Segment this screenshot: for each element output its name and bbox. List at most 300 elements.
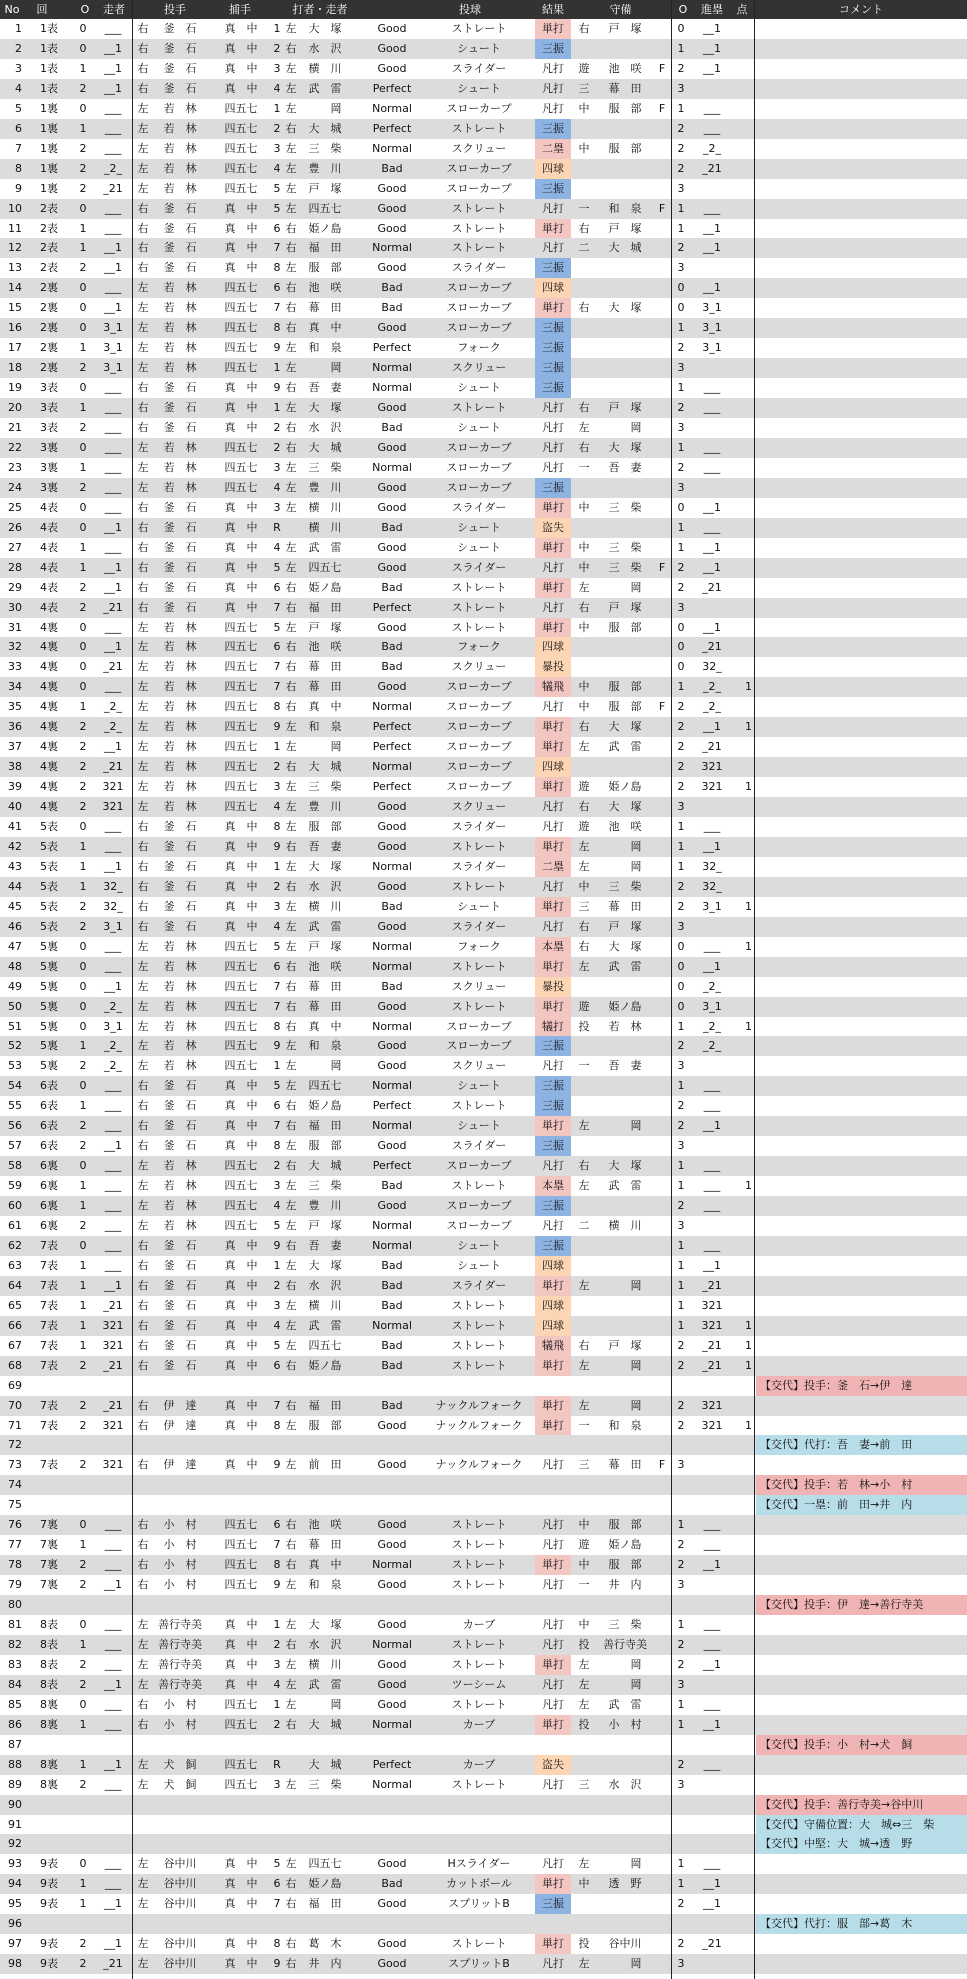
cell-pitch[interactable] [425,1795,533,1815]
cell-runs[interactable] [732,358,752,378]
cell-runners[interactable]: ___ [104,1199,122,1213]
cell-order[interactable]: 7 [273,1119,281,1133]
cell-result[interactable]: 三振 [535,1076,571,1096]
cell-fielder-pos[interactable]: 左 [578,1358,590,1372]
cell-runs[interactable] [732,478,752,498]
cell-batter-hand[interactable]: 右 [285,41,297,55]
cell-flag[interactable] [655,39,669,59]
cell-pitch[interactable]: ストレート [451,1937,507,1951]
cell-result[interactable]: 三振 [535,258,571,278]
cell-outs-after[interactable]: 2 [677,1119,685,1133]
cell-fielder[interactable] [595,1435,655,1455]
cell-pitch[interactable]: シュート [457,540,501,554]
cell-result[interactable]: 凡打 [542,440,564,454]
cell-pitcher-hand[interactable]: 左 [137,939,149,953]
cell-batter-hand[interactable]: 左 [285,181,297,195]
cell-advance[interactable]: _21 [702,1358,722,1372]
cell-runners[interactable]: _21 [103,1957,123,1971]
cell-fielder-pos[interactable]: 右 [578,720,590,734]
cell-result[interactable] [535,1376,571,1396]
cell-runners[interactable]: ___ [104,1099,122,1113]
cell-fielder-pos[interactable]: 左 [578,1857,590,1871]
cell-fielder-pos[interactable] [573,1076,595,1096]
cell-catcher[interactable]: 四五七 [224,341,258,355]
cell-outs[interactable]: 2 [79,1657,87,1671]
cell-runners[interactable]: 321 [102,1338,124,1352]
cell-grade[interactable]: Perfect [372,81,412,95]
cell-outs[interactable]: 2 [79,81,87,95]
cell-catcher[interactable]: 真 中 [224,1657,258,1671]
cell-result[interactable]: 単打 [535,1555,571,1575]
cell-pitch[interactable] [425,1435,533,1455]
cell-batter-hand[interactable]: 左 [285,460,297,474]
cell-flag[interactable] [655,1156,669,1176]
cell-outs-after[interactable]: 1 [677,540,685,554]
cell-flag[interactable] [655,1735,669,1755]
cell-grade[interactable]: Perfect [372,1099,412,1113]
cell-pitcher-hand[interactable] [136,1914,150,1934]
cell-outs-after[interactable]: 0 [677,979,685,993]
cell-grade[interactable]: Good [377,321,407,335]
cell-grade[interactable]: Normal [372,760,412,774]
cell-pitch[interactable]: スローカーブ [446,1199,512,1213]
cell-outs[interactable]: 2 [79,181,87,195]
cell-no[interactable]: 8 [15,161,22,175]
cell-runs[interactable] [732,99,752,119]
cell-inning[interactable]: 7表 [40,1418,58,1432]
cell-runners[interactable]: ___ [104,421,122,434]
cell-flag[interactable] [655,637,669,657]
cell-order[interactable]: 7 [273,1538,281,1552]
cell-advance[interactable] [694,1815,730,1835]
cell-order[interactable] [270,1475,284,1495]
cell-advance[interactable]: __1 [703,1258,721,1272]
cell-flag[interactable] [655,438,669,458]
cell-batter[interactable]: 葛 木 [308,1937,342,1951]
cell-outs[interactable]: 2 [79,1358,87,1372]
cell-catcher[interactable]: 真 中 [224,1957,258,1971]
cell-batter[interactable]: 井 内 [308,1957,342,1971]
cell-result[interactable]: 犠飛 [535,677,571,697]
cell-catcher[interactable]: 真 中 [224,1458,258,1472]
cell-pitcher[interactable]: 若 林 [163,440,197,454]
cell-batter[interactable]: 水 沢 [308,41,342,55]
cell-outs[interactable]: 1 [79,241,87,255]
cell-inning[interactable] [28,1595,58,1615]
cell-catcher[interactable]: 四五七 [224,660,258,674]
cell-result[interactable]: 単打 [535,1116,571,1136]
cell-runs[interactable] [732,1455,752,1475]
cell-batter[interactable]: 福 田 [308,1119,342,1133]
cell-pitcher[interactable]: 若 林 [163,979,197,993]
cell-no[interactable]: 48 [8,959,22,973]
cell-grade[interactable]: Perfect [372,1757,412,1771]
cell-pitcher[interactable]: 若 林 [163,939,197,953]
cell-runs[interactable] [732,278,752,298]
cell-fielder-pos[interactable]: 左 [578,859,590,873]
cell-no[interactable]: 4 [15,81,22,95]
cell-pitcher[interactable]: 若 林 [163,1179,197,1193]
cell-runners[interactable]: __1 [104,560,122,574]
cell-result[interactable]: 凡打 [542,1059,564,1073]
cell-grade[interactable]: Perfect [372,720,412,734]
cell-batter-hand[interactable]: 右 [285,580,297,594]
cell-runners[interactable]: _2_ [104,700,122,714]
cell-order[interactable]: 2 [273,121,281,135]
cell-outs[interactable]: 2 [79,161,87,175]
cell-outs[interactable]: 0 [79,1697,87,1711]
cell-catcher[interactable]: 四五七 [224,1039,258,1053]
cell-batter[interactable]: 姫ノ島 [308,1358,342,1372]
cell-pitch[interactable]: ストレート [451,879,507,893]
cell-inning[interactable]: 4裏 [40,720,58,734]
cell-grade[interactable]: Good [377,680,407,694]
cell-runs[interactable] [732,1834,752,1854]
cell-grade[interactable]: Normal [372,1238,412,1252]
cell-runs[interactable] [732,1036,752,1056]
cell-pitch[interactable]: スローカーブ [446,1219,512,1232]
cell-pitcher[interactable]: 釜 石 [163,600,197,614]
cell-pitcher-hand[interactable]: 右 [137,839,149,853]
cell-advance[interactable] [694,418,730,438]
cell-pitcher-hand[interactable]: 左 [137,1677,149,1691]
cell-pitch[interactable]: スクリュー [451,361,507,375]
cell-fielder-pos[interactable]: 投 [578,1717,590,1731]
cell-grade[interactable]: Good [377,1039,407,1053]
cell-order[interactable]: 4 [273,1199,281,1213]
cell-flag[interactable] [655,119,669,139]
cell-runners[interactable]: ___ [104,1558,122,1572]
cell-batter-hand[interactable]: 左 [285,1139,297,1153]
cell-catcher[interactable]: 四五七 [224,1538,258,1552]
cell-grade[interactable]: Perfect [372,1159,412,1173]
cell-fielder[interactable]: 服 部 [608,101,642,115]
cell-inning[interactable]: 3裏 [40,480,58,494]
cell-fielder[interactable]: 岡 [608,580,642,594]
cell-result[interactable]: 二塁 [535,139,571,159]
cell-no[interactable]: 66 [8,1318,22,1332]
cell-pitcher-hand[interactable] [136,1834,150,1854]
cell-comment[interactable]: 【交代】一塁：前 田→井 内 [756,1495,967,1515]
cell-no[interactable]: 24 [8,480,22,494]
cell-runs[interactable] [732,1635,752,1655]
cell-order[interactable]: 5 [273,1079,281,1093]
cell-outs-after[interactable]: 3 [677,1059,685,1073]
cell-grade[interactable]: Good [377,1857,407,1871]
cell-pitcher[interactable]: 若 林 [163,1219,197,1232]
cell-pitcher[interactable]: 伊 達 [163,1458,197,1472]
cell-runs[interactable] [732,1116,752,1136]
cell-batter[interactable]: 武 雷 [308,1318,342,1332]
cell-pitch[interactable] [425,1595,533,1615]
cell-result[interactable]: 凡打 [542,560,564,574]
cell-batter-hand[interactable]: 左 [285,540,297,554]
cell-outs[interactable]: 0 [79,1857,87,1871]
cell-fielder-pos[interactable] [573,1256,595,1276]
cell-pitcher[interactable]: 釜 石 [163,859,197,873]
cell-batter[interactable]: 横 川 [308,500,342,514]
cell-pitcher-hand[interactable]: 右 [137,1458,149,1472]
cell-advance[interactable]: ___ [703,1618,721,1631]
cell-result[interactable]: 四球 [535,637,571,657]
cell-outs[interactable]: 1 [79,1637,87,1651]
cell-grade[interactable]: Bad [381,281,403,295]
cell-advance[interactable]: __1 [703,61,721,75]
cell-fielder[interactable]: 姫ノ島 [608,780,642,794]
cell-result[interactable]: 単打 [535,897,571,917]
cell-catcher[interactable]: 真 中 [224,1937,258,1951]
cell-flag[interactable]: F [658,201,666,215]
cell-outs[interactable]: 2 [79,919,87,933]
cell-batter[interactable] [298,1815,352,1835]
cell-runs[interactable]: 1 [745,899,752,913]
cell-runners[interactable]: ___ [104,121,122,135]
cell-pitch[interactable]: スプリットB [448,1897,510,1911]
cell-grade[interactable] [360,1834,424,1854]
cell-catcher[interactable] [214,1495,268,1515]
cell-no[interactable]: 47 [8,939,22,953]
cell-runs[interactable] [732,258,752,278]
cell-flag[interactable] [655,318,669,338]
cell-runs[interactable] [732,598,752,618]
cell-flag[interactable] [655,717,669,737]
cell-batter-hand[interactable] [284,1914,298,1934]
cell-pitch[interactable] [425,1376,533,1396]
cell-batter-hand[interactable]: 右 [285,1358,297,1372]
cell-pitch[interactable]: ストレート [451,1637,507,1651]
cell-batter[interactable]: 岡 [308,101,342,115]
cell-pitch[interactable]: シュート [457,899,501,913]
cell-order[interactable]: 5 [273,620,281,634]
cell-batter[interactable]: 豊 川 [308,800,342,814]
header-outs-after[interactable]: O [678,3,688,16]
cell-batter[interactable]: 幕 田 [308,1538,342,1552]
cell-advance[interactable]: _21 [702,580,722,594]
cell-outs-after[interactable]: 0 [677,959,685,973]
cell-flag[interactable] [655,1017,669,1037]
cell-pitch[interactable]: スローカーブ [446,440,512,454]
cell-outs-after[interactable]: 1 [677,1298,685,1312]
cell-outs-after[interactable]: 2 [677,1358,685,1372]
cell-fielder[interactable]: 和 泉 [608,1418,642,1432]
cell-advance[interactable]: 32_ [702,660,722,674]
cell-order[interactable]: 6 [273,221,281,235]
cell-inning[interactable]: 9表 [40,1957,58,1971]
cell-runners[interactable] [96,1435,130,1455]
cell-inning[interactable]: 6表 [40,1119,58,1133]
cell-pitcher[interactable]: 釜 石 [163,879,197,893]
cell-catcher[interactable]: 真 中 [224,381,258,395]
cell-runners[interactable]: ___ [104,620,122,634]
cell-runners[interactable]: _21 [103,1298,123,1312]
cell-result[interactable] [535,1834,571,1854]
cell-batter[interactable] [298,1914,352,1934]
cell-inning[interactable]: 7表 [40,1238,58,1252]
cell-batter-hand[interactable]: 左 [285,361,297,375]
cell-inning[interactable]: 4裏 [40,760,58,774]
cell-batter[interactable]: 横 川 [308,520,342,534]
cell-flag[interactable] [655,1635,669,1655]
cell-pitcher[interactable]: 釜 石 [163,580,197,594]
cell-advance[interactable] [694,1595,730,1615]
cell-pitch[interactable]: スローカーブ [446,700,512,714]
cell-pitch[interactable]: カーブ [462,1757,496,1771]
cell-fielder[interactable]: 武 雷 [608,1697,642,1711]
cell-runners[interactable]: ___ [104,959,122,973]
cell-runners[interactable]: ___ [104,381,122,395]
cell-runners[interactable]: __1 [104,1757,122,1771]
cell-pitcher-hand[interactable]: 右 [137,1119,149,1133]
cell-order[interactable]: 1 [273,22,281,35]
cell-result[interactable]: 凡打 [542,1777,564,1791]
cell-grade[interactable]: Normal [372,381,412,395]
cell-fielder[interactable]: 岡 [608,1119,642,1133]
cell-runners[interactable]: ___ [104,460,122,474]
cell-outs-after[interactable]: 1 [677,1258,685,1272]
cell-runs[interactable] [732,737,752,757]
cell-outs[interactable]: 0 [79,979,87,993]
cell-fielder[interactable]: 大 塚 [608,1159,642,1173]
cell-outs-after[interactable]: 2 [677,740,685,754]
cell-fielder-pos[interactable] [573,1815,595,1835]
cell-order[interactable]: 5 [273,1219,281,1232]
cell-grade[interactable]: Good [377,560,407,574]
cell-fielder[interactable] [595,1735,655,1755]
cell-grade[interactable]: Normal [372,1777,412,1791]
cell-fielder-pos[interactable]: 投 [578,1019,590,1033]
cell-outs-after[interactable]: 1 [677,101,685,115]
cell-result[interactable]: 三振 [535,338,571,358]
cell-outs-after[interactable] [674,1815,688,1835]
cell-fielder-pos[interactable]: 中 [578,1518,590,1532]
cell-pitcher-hand[interactable]: 左 [137,1159,149,1173]
cell-runs[interactable] [732,1515,752,1535]
cell-result[interactable]: 凡打 [542,101,564,115]
cell-runs[interactable] [732,1256,752,1276]
cell-batter[interactable]: 戸 塚 [308,1219,342,1232]
cell-fielder[interactable]: 姫ノ島 [608,1538,642,1552]
cell-grade[interactable]: Bad [381,660,403,674]
cell-pitcher-hand[interactable]: 右 [137,201,149,215]
cell-outs[interactable]: 0 [79,1159,87,1173]
cell-batter[interactable]: 和 泉 [308,341,342,355]
cell-grade[interactable]: Good [377,919,407,933]
cell-grade[interactable]: Bad [381,580,403,594]
cell-order[interactable]: 5 [273,181,281,195]
cell-outs-after[interactable]: 2 [677,341,685,355]
cell-inning[interactable] [28,1834,58,1854]
cell-runners[interactable] [96,1475,130,1495]
cell-grade[interactable]: Good [377,540,407,554]
cell-batter-hand[interactable]: 右 [285,241,297,255]
cell-grade[interactable]: Good [377,440,407,454]
cell-runners[interactable]: 3_1 [103,341,123,355]
cell-runs[interactable] [732,1495,752,1515]
cell-pitcher-hand[interactable]: 左 [137,121,149,135]
cell-outs-after[interactable]: 3 [677,1677,685,1691]
cell-pitcher-hand[interactable]: 左 [137,480,149,494]
cell-batter[interactable]: 吾 妻 [308,839,342,853]
cell-order[interactable]: 3 [273,500,281,514]
cell-order[interactable]: 1 [273,101,281,115]
cell-comment[interactable]: 【交代】投手：小 村→犬 飼 [756,1735,967,1755]
cell-runners[interactable]: _2_ [104,1059,122,1073]
cell-outs[interactable]: 1 [79,1757,87,1771]
cell-batter-hand[interactable] [284,1595,298,1615]
cell-grade[interactable]: Bad [381,1877,403,1891]
cell-pitch[interactable]: スローカーブ [446,101,512,115]
cell-outs[interactable]: 0 [79,381,87,395]
cell-fielder[interactable]: 水 沢 [608,1777,642,1791]
cell-no[interactable]: 72 [8,1438,22,1452]
cell-runs[interactable] [732,1815,752,1835]
cell-result[interactable]: 単打 [535,777,571,797]
cell-result[interactable]: 単打 [535,1934,571,1954]
cell-runs[interactable]: 1 [745,1338,752,1352]
cell-batter-hand[interactable]: 左 [285,720,297,734]
cell-batter[interactable]: 大 城 [308,121,342,135]
cell-grade[interactable]: Good [377,1458,407,1472]
cell-pitch[interactable]: スローカーブ [446,1039,512,1053]
cell-grade[interactable]: Normal [372,1219,412,1232]
cell-no[interactable]: 26 [8,520,22,534]
cell-inning[interactable]: 7表 [40,1358,58,1372]
cell-fielder-pos[interactable]: 左 [578,1657,590,1671]
cell-order[interactable]: 5 [273,1338,281,1352]
cell-no[interactable]: 40 [8,800,22,814]
cell-no[interactable]: 70 [8,1398,22,1412]
cell-fielder-pos[interactable]: 中 [578,1618,590,1631]
cell-pitcher-hand[interactable]: 右 [137,1298,149,1312]
cell-outs[interactable]: 1 [79,1099,87,1113]
cell-result[interactable]: 凡打 [542,1518,564,1532]
cell-advance[interactable]: ___ [703,1697,721,1711]
cell-pitch[interactable]: スクリュー [451,979,507,993]
cell-fielder[interactable]: 戸 塚 [608,22,642,35]
cell-inning[interactable]: 7表 [40,1298,58,1312]
cell-catcher[interactable]: 四五七 [224,101,258,115]
cell-flag[interactable]: F [658,1458,666,1472]
cell-advance[interactable]: ___ [703,101,721,115]
cell-order[interactable]: 3 [273,1298,281,1312]
cell-outs-after[interactable]: 1 [677,839,685,853]
cell-fielder[interactable]: 戸 塚 [608,919,642,933]
cell-catcher[interactable] [214,1376,268,1396]
cell-no[interactable]: 18 [8,361,22,375]
cell-advance[interactable]: __1 [703,41,721,55]
cell-outs-after[interactable]: 2 [677,1418,685,1432]
cell-pitch[interactable]: スクリュー [451,800,507,814]
cell-runs[interactable] [732,657,752,677]
header-defense[interactable]: 守備 [609,3,632,16]
cell-pitch[interactable]: スローカーブ [446,460,512,474]
cell-batter-hand[interactable]: 右 [285,1937,297,1951]
cell-fielder[interactable] [595,478,655,498]
cell-outs[interactable]: 2 [79,600,87,614]
cell-catcher[interactable]: 真 中 [224,879,258,893]
cell-no[interactable]: 55 [8,1099,22,1113]
cell-inning[interactable]: 1裏 [40,101,58,115]
cell-fielder[interactable]: 岡 [608,1398,642,1412]
cell-grade[interactable]: Good [377,1957,407,1971]
cell-no[interactable]: 31 [8,620,22,634]
cell-order[interactable]: 6 [273,1358,281,1372]
cell-advance[interactable]: ___ [703,460,721,474]
cell-outs-after[interactable]: 2 [677,1657,685,1671]
cell-runs[interactable] [732,1156,752,1176]
cell-flag[interactable] [655,757,669,777]
cell-fielder-pos[interactable] [573,977,595,997]
